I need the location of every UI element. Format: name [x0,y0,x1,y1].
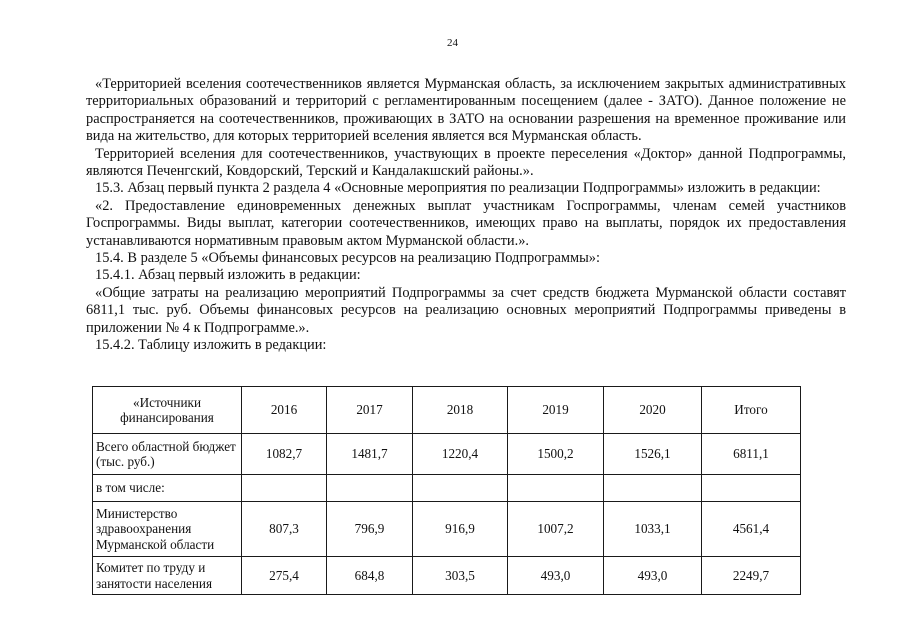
table-cell: 1220,4 [413,434,508,475]
table-cell [508,475,604,502]
table-cell: 807,3 [242,502,327,557]
table-cell: Министерство здравоохранения Мурманской области [93,502,242,557]
table-cell [413,475,508,502]
table-cell: 2249,7 [702,557,801,595]
table-header-cell: 2019 [508,387,604,434]
table-row [93,475,801,502]
table-cell [242,475,327,502]
table-header-cell: 2018 [413,387,508,434]
financing-table [92,386,801,595]
table-cell [604,475,702,502]
table-cell: в том числе: [93,475,242,502]
document-body [86,76,846,355]
paragraph: «2. Предоставление единовременных денежных выплат участникам Госпрограммы, членам семей участников Госпрограммы. Виды выплат, категории соотечественников, имеющих право на выплаты, порядок их предоставления устанавливаются нормативным правовым актом Мурманской области.». [86,197,846,249]
table-cell: 6811,1 [702,434,801,475]
table-header-cell: 2020 [604,387,702,434]
table-cell: 493,0 [604,557,702,595]
table-cell: 493,0 [508,557,604,595]
table-cell [327,475,413,502]
table-cell: 1481,7 [327,434,413,475]
table-cell: 796,9 [327,502,413,557]
table-header-cell: Итого [702,387,801,434]
table-header-cell: «Источники финансирования [93,387,242,434]
table-cell: 1500,2 [508,434,604,475]
table-cell: Всего областной бюджет (тыс. руб.) [93,434,242,475]
paragraph: 15.4.1. Абзац первый изложить в редакции: [95,267,361,284]
table-cell: 1033,1 [604,502,702,557]
table-cell [702,475,801,502]
table-row [93,434,801,475]
table-header-cell: 2017 [327,387,413,434]
paragraph: 15.4. В разделе 5 «Объемы финансовых ресурсов на реализацию Подпрограммы»: [95,250,600,267]
table-header-cell: 2016 [242,387,327,434]
paragraph: «Территорией вселения соотечественников является Мурманская область, за исключением закрытых административных территориальных образований и территорий с регламентированным посещением (далее - ЗАТО). Данное положение не распространяется на соотечественников, проживающих в ЗАТО на основании разрешения на временное проживание или вида на жительство, для которых территорией вселения является вся Мурманская область. [86,76,846,145]
page-number: 24 [447,37,458,49]
paragraph: «Общие затраты на реализацию мероприятий Подпрограммы за счет средств бюджета Мурманской области составят 6811,1 тыс. руб. Объемы финансовых ресурсов на реализацию основных мероприятий Подпрограммы приведены в приложении № 4 к Подпрограмме.». [86,284,846,336]
table-cell: Комитет по труду и занятости населения [93,557,242,595]
table-row [93,557,801,595]
table-cell: 303,5 [413,557,508,595]
table-cell: 4561,4 [702,502,801,557]
table-cell: 916,9 [413,502,508,557]
paragraph: 15.3. Абзац первый пункта 2 раздела 4 «Основные мероприятия по реализации Подпрограммы» изложить в редакции: [95,180,821,197]
table-cell: 1007,2 [508,502,604,557]
paragraph: 15.4.2. Таблицу изложить в редакции: [95,337,327,354]
table-cell: 275,4 [242,557,327,595]
table-header-row [93,387,801,434]
table-cell: 684,8 [327,557,413,595]
table-cell: 1526,1 [604,434,702,475]
table-cell: 1082,7 [242,434,327,475]
table-row [93,502,801,557]
paragraph: Территорией вселения для соотечественников, участвующих в проекте переселения «Доктор» данной Подпрограммы, являются Печенгский, Ковдорский, Терский и Кандалакшский районы.». [86,145,846,180]
